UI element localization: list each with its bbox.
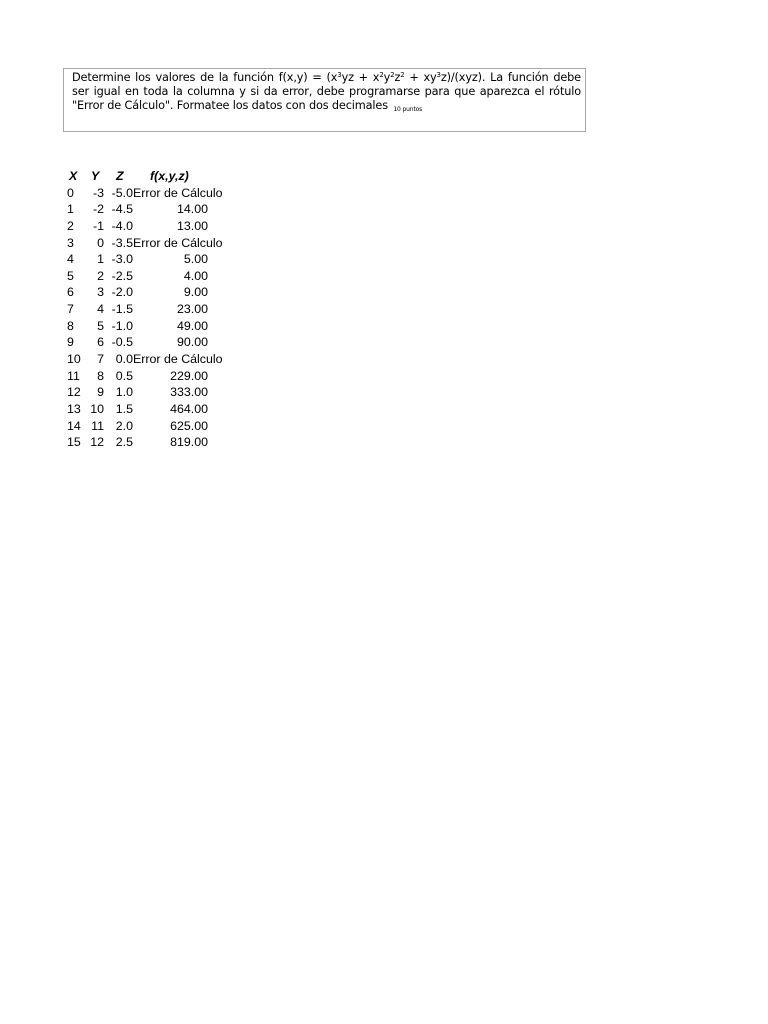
cell-f[interactable]: 464.00 <box>170 401 208 416</box>
cell-z[interactable]: 2.5 <box>115 435 133 450</box>
cell-x[interactable]: 10 <box>67 352 81 367</box>
cell-z[interactable]: -3.0 <box>111 252 133 267</box>
cell-z[interactable]: -3.5 <box>111 235 133 250</box>
cell-z[interactable]: -1.0 <box>111 318 133 333</box>
cell-z[interactable]: 1.0 <box>115 385 133 400</box>
cell-f[interactable]: Error de Cálculo <box>133 235 223 250</box>
cell-x[interactable]: 11 <box>67 368 80 383</box>
superscript: 3 <box>337 71 342 79</box>
instructions-box <box>63 68 586 132</box>
cell-x[interactable]: 5 <box>67 268 74 283</box>
cell-x[interactable]: 2 <box>67 218 74 233</box>
cell-f[interactable]: 4.00 <box>183 268 208 283</box>
cell-x[interactable]: 13 <box>67 401 81 416</box>
instructions-text: z)/(xyz). La función debe ser igual en toda la columna y si da error, debe programarse para que aparezca el rótulo "Error de Cálculo". Formatee los datos con dos decimales <box>72 71 581 112</box>
cell-z[interactable]: -4.0 <box>111 218 133 233</box>
cell-f[interactable]: 333.00 <box>170 385 208 400</box>
cell-x[interactable]: 14 <box>67 418 81 433</box>
cell-y[interactable]: 6 <box>97 335 104 350</box>
cell-y[interactable]: 9 <box>97 385 104 400</box>
cell-x[interactable]: 15 <box>67 435 81 450</box>
cell-x[interactable]: 3 <box>67 235 74 250</box>
cell-f[interactable]: 23.00 <box>176 302 208 317</box>
cell-z[interactable]: -4.5 <box>111 202 133 217</box>
cell-z[interactable]: 0.0 <box>115 352 133 367</box>
header-x[interactable]: X <box>69 169 78 183</box>
cell-y[interactable]: 5 <box>97 318 104 333</box>
points-label: 10 puntos <box>393 106 423 113</box>
cell-x[interactable]: 1 <box>67 202 74 217</box>
superscript: 2 <box>390 71 395 79</box>
cell-x[interactable]: 7 <box>67 302 74 317</box>
cell-y[interactable]: 8 <box>97 368 104 383</box>
instructions-text: Determine los valores de la función f(x,y) = (x <box>72 71 338 84</box>
cell-f[interactable]: 229.00 <box>170 368 208 383</box>
instructions-text: + xy <box>404 71 437 84</box>
instructions-text: yz + x <box>341 71 380 84</box>
cell-x[interactable]: 6 <box>67 285 74 300</box>
cell-x[interactable]: 9 <box>67 335 74 350</box>
cell-z[interactable]: -2.0 <box>111 285 133 300</box>
instructions-text: z <box>394 71 401 84</box>
cell-y[interactable]: 11 <box>91 418 104 433</box>
cell-z[interactable]: -1.5 <box>111 302 133 317</box>
cell-y[interactable]: 1 <box>97 252 104 267</box>
cell-x[interactable]: 0 <box>67 185 74 200</box>
superscript: 2 <box>400 71 405 79</box>
cell-f[interactable]: Error de Cálculo <box>133 352 223 367</box>
instructions-text: y <box>383 71 391 84</box>
header-f[interactable]: f(x,y,z) <box>150 169 189 183</box>
cell-f[interactable]: 13.00 <box>176 218 208 233</box>
cell-z[interactable]: -5.0 <box>111 185 133 200</box>
cell-x[interactable]: 8 <box>67 318 74 333</box>
cell-y[interactable]: 2 <box>97 268 104 283</box>
superscript: 3 <box>436 71 441 79</box>
cell-z[interactable]: 1.5 <box>115 401 133 416</box>
cell-z[interactable]: -2.5 <box>111 268 133 283</box>
cell-f[interactable]: Error de Cálculo <box>133 185 223 200</box>
cell-f[interactable]: 49.00 <box>176 318 208 333</box>
cell-y[interactable]: 10 <box>90 401 104 416</box>
cell-x[interactable]: 4 <box>67 252 74 267</box>
cell-y[interactable]: 4 <box>97 302 104 317</box>
cell-f[interactable]: 90.00 <box>176 335 208 350</box>
cell-f[interactable]: 5.00 <box>183 252 208 267</box>
superscript: 2 <box>379 71 384 79</box>
cell-x[interactable]: 12 <box>67 385 81 400</box>
cell-z[interactable]: 0.5 <box>115 368 133 383</box>
cell-z[interactable]: -0.5 <box>111 335 133 350</box>
cell-y[interactable]: -2 <box>92 202 104 217</box>
cell-y[interactable]: 3 <box>97 285 104 300</box>
header-z[interactable]: Z <box>116 169 124 183</box>
cell-y[interactable]: -3 <box>92 185 104 200</box>
cell-y[interactable]: 0 <box>97 235 104 250</box>
cell-f[interactable]: 625.00 <box>170 418 208 433</box>
cell-y[interactable]: -1 <box>92 218 104 233</box>
header-y[interactable]: Y <box>91 169 100 183</box>
cell-y[interactable]: 12 <box>90 435 104 450</box>
cell-z[interactable]: 2.0 <box>115 418 133 433</box>
cell-f[interactable]: 9.00 <box>183 285 208 300</box>
cell-y[interactable]: 7 <box>97 352 104 367</box>
cell-f[interactable]: 14.00 <box>176 202 208 217</box>
cell-f[interactable]: 819.00 <box>170 435 208 450</box>
